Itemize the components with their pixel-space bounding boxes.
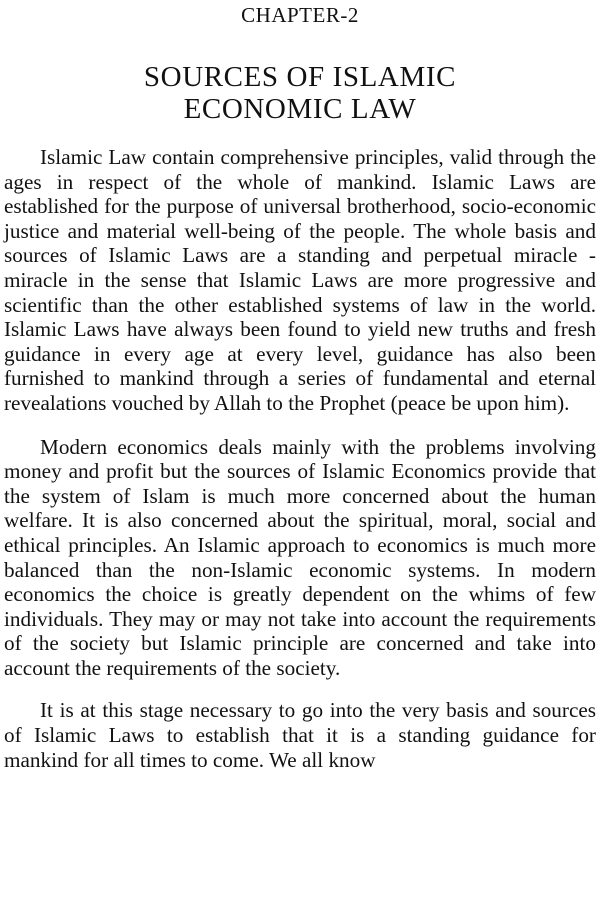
chapter-title [4,61,596,125]
body-paragraph-3: It is at this stage necessary to go into the very basis and sources of Islamic Laws to establish that it is a standing guidance for mankind for all times to come. We all know [4,698,596,772]
chapter-label: CHAPTER-2 [241,3,359,27]
chapter-title-line-1: SOURCES OF ISLAMIC [143,61,457,93]
body-paragraph-2: Modern economics deals mainly with the problems involving money and profit but the sources of Islamic Economics provide that the system of Islam is much more concerned about the human welfare. It is also concerned about the spiritual, moral, social and ethical principles. An Islamic approach to economics is much more balanced than the non-Islamic economic systems. In modern economics the choice is greatly dependent on the whims of few individuals. They may or may not take into account the requirements of the society but Islamic principle are concerned and take into account the requirements of the society. [4,434,596,680]
chapter-title-line-2: ECONOMIC LAW [183,93,417,125]
body-paragraph-1: Islamic Law contain comprehensive principles, valid through the ages in respect of the whole of mankind. Islamic Laws are established for the purpose of universal brotherhood, socio-economic justice and material well-being of the people. The whole basis and sources of Islamic Laws are a standing and perpetual miracle - miracle in the sense that Islamic Laws are more progressive and scientific than the other established systems of law in the world. Islamic Laws have always been found to yield new truths and fresh guidance in every age at every level, guidance has also been furnished to mankind through a series of fundamental and eternal revealations vouched by Allah to the Prophet (peace be upon him). [4,145,596,415]
